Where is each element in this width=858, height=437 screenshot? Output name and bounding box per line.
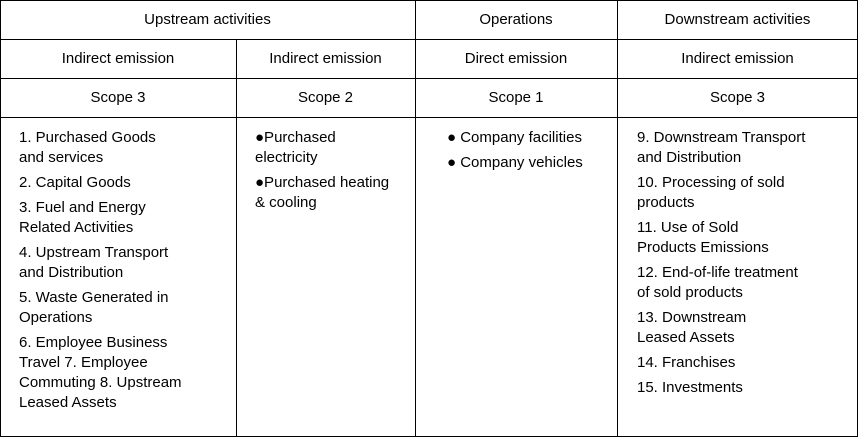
list-item-line: 14. Franchises (637, 354, 736, 371)
list-item-line: Leased Assets (637, 329, 735, 346)
list-item-line: ●Purchased heating (255, 174, 390, 191)
list-item-line: and Distribution (637, 149, 742, 166)
scope2-list (255, 128, 413, 218)
list-item-line: Products Emissions (637, 239, 769, 256)
scope-col1: Scope 3 (90, 89, 146, 106)
list-item (19, 173, 231, 193)
list-item-line: Operations (19, 309, 93, 326)
list-item-line: & cooling (255, 194, 317, 211)
list-item-line: 11. Use of Sold (637, 219, 739, 236)
list-item-line: 1. Purchased Goods (19, 129, 156, 146)
emission-col3: Direct emission (464, 50, 568, 67)
scope-col3: Scope 1 (488, 89, 544, 106)
upstream-scope3-list (19, 128, 231, 418)
list-item-line: Travel 7. Employee (19, 354, 148, 371)
downstream-scope3-list (637, 128, 855, 403)
list-item-line: and Distribution (19, 264, 124, 281)
list-item (255, 173, 413, 213)
list-item (19, 333, 231, 413)
list-item (637, 128, 855, 168)
list-item-line: Related Activities (19, 219, 134, 236)
list-item (637, 263, 855, 303)
list-item-line: electricity (255, 149, 318, 166)
list-item-line: 3. Fuel and Energy (19, 199, 146, 216)
table-rule-row3 (0, 117, 858, 118)
list-item (19, 243, 231, 283)
header-upstream: Upstream activities (144, 11, 271, 28)
list-item-line: products (637, 194, 695, 211)
list-item (637, 353, 855, 373)
header-downstream: Downstream activities (664, 11, 811, 28)
table-rule-row2 (0, 78, 858, 79)
list-item-line: 2. Capital Goods (19, 174, 131, 191)
list-item-line: 6. Employee Business (19, 334, 168, 351)
list-item (19, 288, 231, 328)
list-item-line: of sold products (637, 284, 743, 301)
list-item-line: ●Purchased (255, 129, 336, 146)
list-item (637, 218, 855, 258)
table-border-top (0, 0, 858, 1)
list-item-line: 9. Downstream Transport (637, 129, 806, 146)
header-operations: Operations (479, 11, 553, 28)
list-item-line: 4. Upstream Transport (19, 244, 169, 261)
list-item-line: Commuting 8. Upstream (19, 374, 182, 391)
scope1-list (447, 128, 615, 178)
list-item-line: ● Company vehicles (447, 154, 583, 171)
list-item (255, 128, 413, 168)
list-item-line: 12. End-of-life treatment (637, 264, 798, 281)
list-item-line: 15. Investments (637, 379, 743, 396)
list-item-line: 13. Downstream (637, 309, 747, 326)
table-rule-row1 (0, 39, 858, 40)
list-item (19, 198, 231, 238)
scope-col2: Scope 2 (297, 89, 354, 106)
list-item-line: 10. Processing of sold (637, 174, 785, 191)
emission-col2: Indirect emission (269, 50, 382, 67)
list-item-line: ● Company facilities (447, 129, 582, 146)
list-item (447, 153, 615, 173)
list-item-line: Leased Assets (19, 394, 117, 411)
list-item (637, 308, 855, 348)
emission-col1: Indirect emission (61, 50, 175, 67)
emission-col4: Indirect emission (681, 50, 794, 67)
list-item (637, 173, 855, 213)
list-item (19, 128, 231, 168)
list-item (637, 378, 855, 398)
scope-col4: Scope 3 (709, 89, 766, 106)
list-item-line: and services (19, 149, 104, 166)
list-item-line: 5. Waste Generated in (19, 289, 169, 306)
list-item (447, 128, 615, 148)
